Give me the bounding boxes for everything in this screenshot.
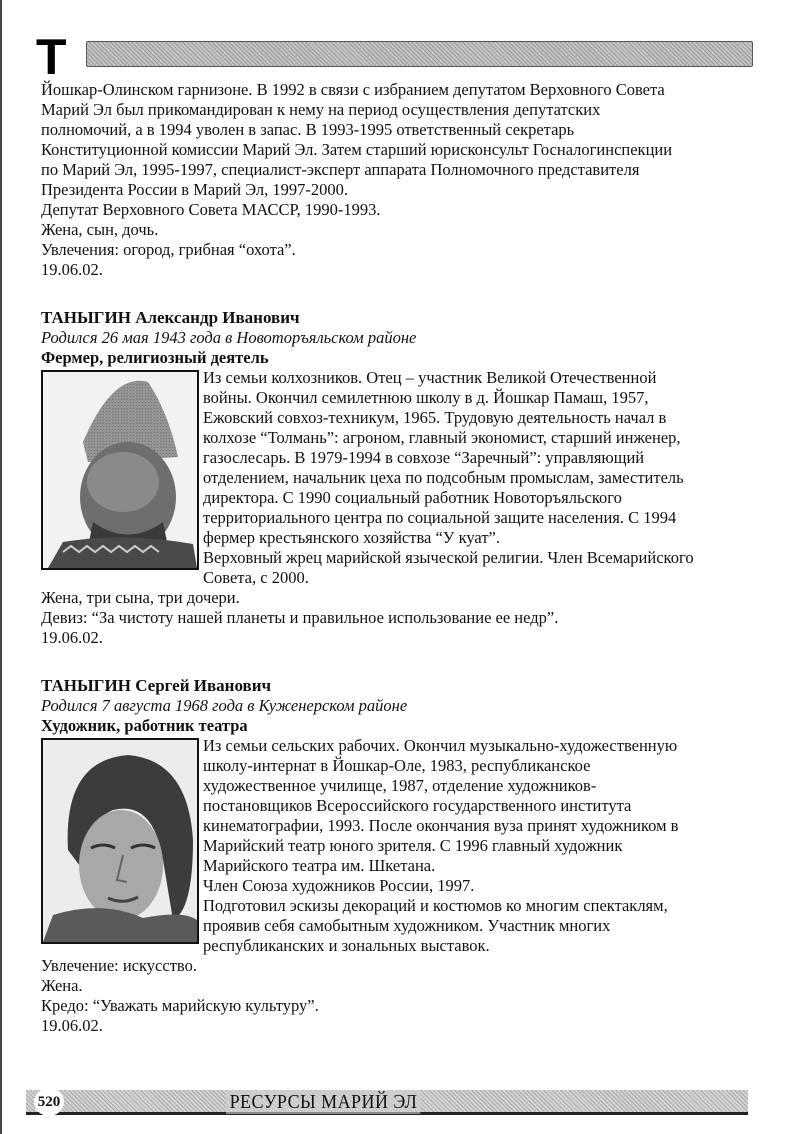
bio-line: Марийский театр юного зрителя. С 1996 главный художник xyxy=(203,836,623,855)
bio-line: Из семьи колхозников. Отец – участник Великой Отечественной xyxy=(203,368,657,387)
bio-line: художественное училище, 1987, отделение художников- xyxy=(203,776,597,795)
entry-birth: Родился 7 августа 1968 года в Куженерском районе xyxy=(41,696,408,715)
bio-line: Подготовил эскизы декораций и костюмов ко многим спектаклям, xyxy=(203,896,668,915)
entry-bio xyxy=(41,368,771,588)
bio-line: Марийского театра им. Шкетана. xyxy=(203,856,436,875)
bio-line: проявив себя самобытным художником. Участник многих xyxy=(203,916,611,935)
motto-line: Девиз: “За чистоту нашей планеты и правильное использование ее недр”. xyxy=(41,608,559,627)
entry-title: Фермер, религиозный деятель xyxy=(41,348,269,367)
section-letter: Т xyxy=(36,29,67,85)
bio-line: Верховный жрец марийской языческой религии. Член Всемарийского xyxy=(203,548,694,567)
section-header xyxy=(36,29,752,85)
entry-name: ТАНЫГИН Сергей Иванович xyxy=(41,676,272,695)
entry-sergei xyxy=(41,676,771,1036)
footer-title: РЕСУРСЫ МАРИЙ ЭЛ xyxy=(226,1090,421,1114)
text-line: Конституционной комиссии Марий Эл. Затем старший юрисконсульт Госналогинспекции xyxy=(41,140,673,159)
text-line: Увлечения: огород, грибная “охота”. xyxy=(41,240,296,259)
header-decorative-bar xyxy=(86,41,753,67)
entry-title: Художник, работник театра xyxy=(41,716,248,735)
bio-line: Из семьи сельских рабочих. Окончил музыкально-художественную xyxy=(203,736,678,755)
continued-entry xyxy=(41,80,771,280)
entry-aleksandr xyxy=(41,308,771,648)
credo-line: Кредо: “Уважать марийскую культуру”. xyxy=(41,996,319,1015)
entry-name: ТАНЫГИН Александр Иванович xyxy=(41,308,300,327)
family-line: Жена, три сына, три дочери. xyxy=(41,588,240,607)
bio-line: школу-интернат в Йошкар-Оле, 1983, республиканское xyxy=(203,756,591,775)
portrait-man-hat-icon xyxy=(43,372,197,568)
bio-line: газослесарь. В 1979-1994 в совхозе “Заречный”: управляющий xyxy=(203,448,645,467)
date-line: 19.06.02. xyxy=(41,260,103,279)
bio-line: республиканских и зональных выставок. xyxy=(203,936,490,955)
portrait-photo xyxy=(41,738,199,944)
portrait-photo xyxy=(41,370,199,570)
portrait-man-long-hair-icon xyxy=(43,740,197,942)
bio-line: Член Союза художников России, 1997. xyxy=(203,876,475,895)
bio-line: Совета, с 2000. xyxy=(203,568,309,587)
text-line: по Марий Эл, 1995-1997, специалист-эксперт аппарата Полномочного представителя xyxy=(41,160,640,179)
text-line: Жена, сын, дочь. xyxy=(41,220,159,239)
entry-birth: Родился 26 мая 1943 года в Новоторъяльском районе xyxy=(41,328,417,347)
text-line: Йошкар-Олинском гарнизоне. В 1992 в связи с избранием депутатом Верховного Совета xyxy=(41,80,665,99)
text-line: Марий Эл был прикомандирован к нему на период осуществления депутатских xyxy=(41,100,601,119)
page-content xyxy=(41,80,771,1056)
bio-line: территориального центра по социальной защите населения. С 1994 xyxy=(203,508,677,527)
family-line: Жена. xyxy=(41,976,83,995)
date-line: 19.06.02. xyxy=(41,628,103,647)
bio-text xyxy=(203,736,771,956)
date-line: 19.06.02. xyxy=(41,1016,103,1035)
bio-line: войны. Окончил семилетнюю школу в д. Йошкар Памаш, 1957, xyxy=(203,388,649,407)
bio-line: постановщиков Всероссийского государственного института xyxy=(203,796,632,815)
text-line: Президента России в Марий Эл, 1997-2000. xyxy=(41,180,349,199)
page-footer xyxy=(26,1090,748,1116)
bio-line: директора. С 1990 социальный работник Новоторъяльского xyxy=(203,488,622,507)
page-edge xyxy=(0,0,2,1134)
bio-line: отделением, начальник цеха по подсобным промыслам, заместитель xyxy=(203,468,684,487)
entry-bio xyxy=(41,736,771,956)
bio-line: фермер крестьянского хозяйства “У куат”. xyxy=(203,528,500,547)
hobby-line: Увлечение: искусство. xyxy=(41,956,197,975)
bio-text xyxy=(203,368,771,588)
page-number: 520 xyxy=(34,1088,64,1116)
bio-line: Ежовский совхоз-техникум, 1965. Трудовую деятельность начал в xyxy=(203,408,667,427)
bio-line: колхозе “Толмань”: агроном, главный экономист, старший инженер, xyxy=(203,428,681,447)
bio-line: кинематографии, 1993. После окончания вуза принят художником в xyxy=(203,816,679,835)
text-line: полномочий, а в 1994 уволен в запас. В 1993-1995 ответственный секретарь xyxy=(41,120,575,139)
text-line: Депутат Верховного Совета МАССР, 1990-1993. xyxy=(41,200,381,219)
